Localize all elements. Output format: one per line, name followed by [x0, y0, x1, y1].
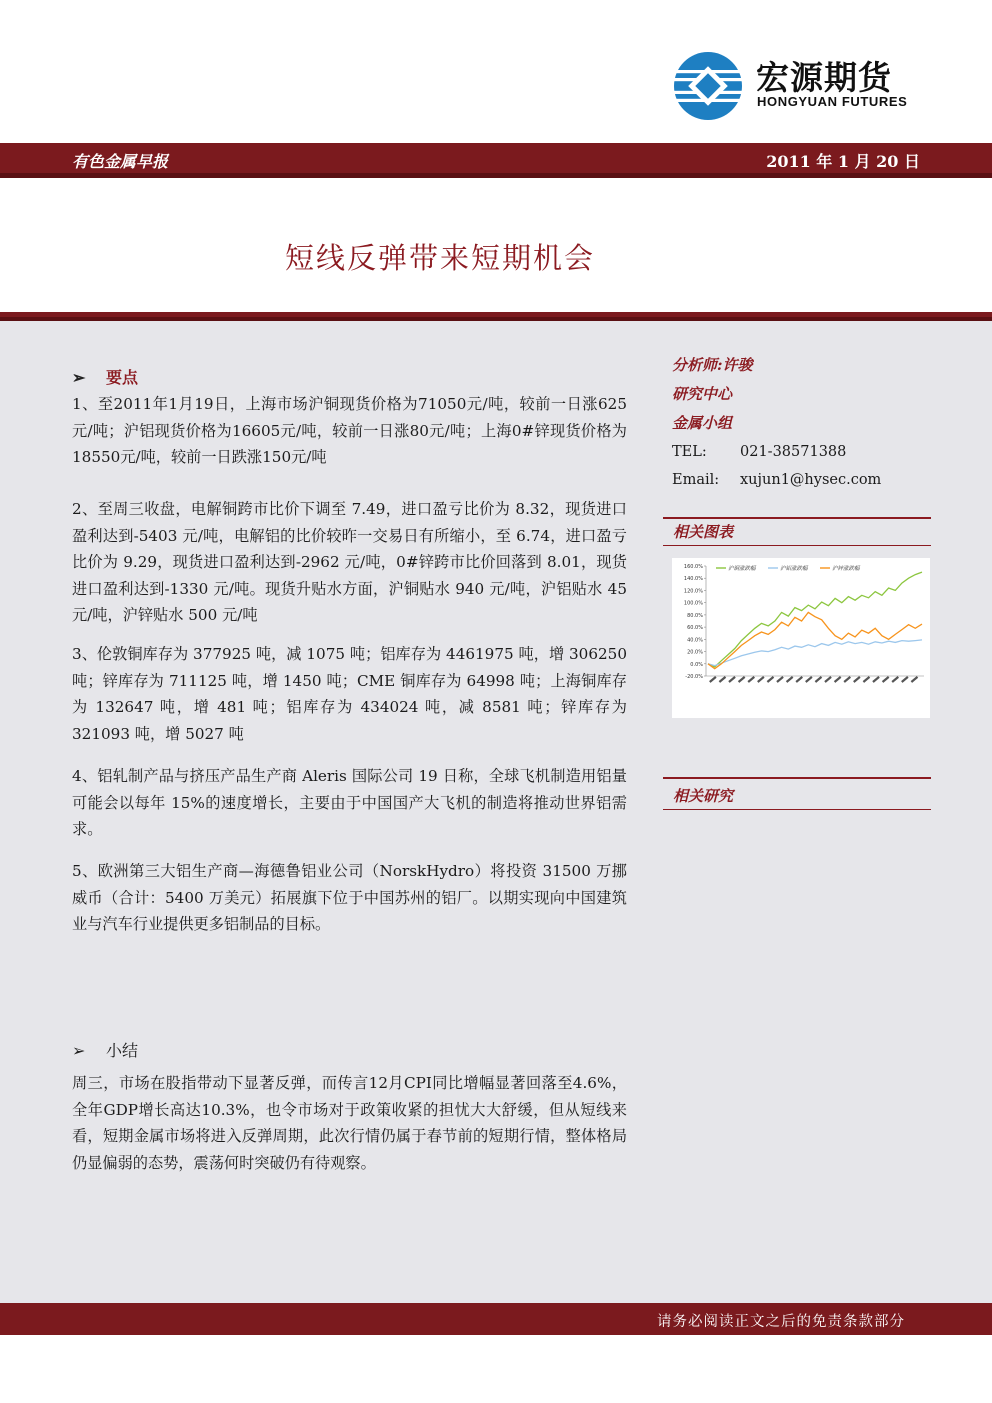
x-tick-label [767, 676, 775, 683]
y-tick-label: 100.0% [683, 600, 703, 607]
point-2: 2、至周三收盘，电解铜跨市比价下调至 7.49，进口盈亏比价为 8.32，现货进口盈利达到-5403 元/吨，电解铝的比价较昨一交易日有所缩小，至 6.74，进口盈亏比价为 9.29，现货进口盈利达到-2962 元/吨，0#锌跨市比价回落到 8.01，现货进口盈利达到-1330 元/吨。现货升贴水方面，沪铜贴水 940 元/吨，沪铝贴水 45 元/吨，沪锌贴水 500 元/吨 [72, 500, 627, 624]
x-tick-label [834, 676, 842, 683]
legend-label: 沪锌涨跌幅 [832, 566, 860, 572]
related-charts-label: 相关图表 [673, 523, 734, 541]
box-rule [663, 809, 931, 810]
x-tick-label [863, 676, 871, 683]
series-line-2 [708, 640, 922, 666]
x-tick-label [815, 676, 823, 683]
research-dept: 研究中心 [672, 385, 733, 403]
y-tick-label: 120.0% [683, 588, 703, 595]
header-stripe [0, 173, 992, 178]
tel-value: 021-38571388 [740, 444, 847, 460]
page-title: 短线反弹带来短期机会 [284, 241, 595, 275]
related-charts-box [663, 517, 931, 541]
email-link[interactable]: xujun1@hysec.com [740, 472, 882, 488]
x-tick-label [719, 676, 727, 683]
point-5: 5、欧洲第三大铝生产商—海德鲁铝业公司（NorskHydro）将投资 31500 万挪威币（合计：5400 万美元）拓展旗下位于中国苏州的铝厂。以期实现向中国建筑业与汽车行业提供更多铝制品的目标。 [72, 862, 627, 933]
analyst-name: 分析师:许骏 [672, 356, 753, 374]
x-tick-label [805, 676, 813, 683]
analyst-info [672, 351, 753, 438]
y-tick-label: 80.0% [687, 612, 703, 619]
x-tick-label [728, 676, 736, 683]
x-tick-label [747, 676, 755, 683]
y-tick-label: 160.0% [683, 564, 703, 570]
chart-svg [672, 558, 930, 718]
x-tick-label [843, 676, 851, 683]
section-label: 要点 [106, 368, 139, 387]
company-logo [672, 50, 932, 120]
y-tick-label: 0.0% [690, 661, 703, 668]
logo-emblem-icon [672, 50, 744, 122]
section-key-points-heading [72, 365, 138, 388]
section-label: 小结 [106, 1041, 139, 1060]
legend-label: 沪铜涨跌幅 [728, 566, 756, 572]
footer-bar [0, 1303, 992, 1335]
arrow-bullet-icon: ➢ [72, 368, 86, 387]
x-tick-label [738, 676, 746, 683]
x-tick-label [911, 676, 919, 683]
x-tick-label [872, 676, 880, 683]
related-research-label: 相关研究 [673, 787, 734, 805]
y-tick-label: -20.0% [685, 674, 703, 680]
y-tick-label: 40.0% [687, 637, 703, 644]
report-type: 有色金属早报 [72, 152, 169, 171]
related-research-box [663, 777, 931, 805]
brand-name-en: HONGYUAN FUTURES [757, 94, 908, 109]
x-tick-label [786, 676, 794, 683]
legend-label: 沪铝涨跌幅 [780, 566, 808, 572]
point-3: 3、伦敦铜库存为 377925 吨，减 1075 吨；铝库存为 4461975 吨，增 306250吨；锌库存为 711125 吨，增 1450 吨；CME 铜库存为 64998 吨；上海铜库存为 132647 吨，增 481 吨；铝库存为 434024 吨，减 8581 吨；锌库存为321093 吨，增 5027 吨 [72, 645, 627, 743]
x-tick-label [776, 676, 784, 683]
title-divider [0, 312, 992, 321]
content-panel [0, 321, 992, 1303]
report-date: 2011 年 1 月 20 日 [766, 152, 920, 171]
point-4: 4、铝轧制产品与挤压产品生产商 Aleris 国际公司 19 日称，全球飞机制造用铝量可能会以每年 15%的速度增长，主要由于中国国产大飞机的制造将推动世界铝需求。 [72, 767, 627, 838]
email-row [672, 466, 882, 494]
tel-row [672, 438, 847, 466]
y-tick-label: 60.0% [687, 625, 703, 632]
x-tick-label [853, 676, 861, 683]
x-tick-label [824, 676, 832, 683]
header-bar [0, 143, 992, 178]
x-tick-label [882, 676, 890, 683]
y-tick-label: 20.0% [687, 649, 703, 656]
arrow-bullet-icon: ➢ [72, 1041, 86, 1060]
tel-label: TEL: [672, 444, 707, 460]
x-tick-label [757, 676, 765, 683]
section-summary-heading [72, 1038, 138, 1061]
series-line-3 [708, 612, 922, 668]
x-tick-label [901, 676, 909, 683]
contact-info [672, 438, 882, 494]
disclaimer-text: 请务必阅读正文之后的免责条款部分 [657, 1314, 905, 1330]
x-tick-label [795, 676, 803, 683]
x-tick-label [891, 676, 899, 683]
box-rule [663, 545, 931, 546]
brand-name-cn: 宏源期货 [756, 58, 892, 97]
x-tick-label [709, 676, 717, 683]
email-label: Email: [672, 472, 720, 488]
point-1: 1、至2011年1月19日，上海市场沪铜现货价格为71050元/吨，较前一日涨625元/吨；沪铝现货价格为16605元/吨，较前一日涨80元/吨；上海0#锌现货价格为18550元/吨，较前一日跌涨150元/吨 [72, 395, 627, 466]
price-change-chart [672, 558, 930, 718]
research-group: 金属小组 [672, 414, 733, 432]
summary-paragraph: 周三，市场在股指带动下显著反弹，而传言12月CPI同比增幅显著回落至4.6%，全年GDP增长高达10.3%，也令市场对于政策收紧的担忧大大舒缓，但从短线来看，短期金属市场将进入反弹周期，此次行情仍属于春节前的短期行情，整体格局仍显偏弱的态势，震荡何时突破仍有待观察。 [72, 1074, 627, 1172]
series-line-1 [708, 572, 922, 667]
y-tick-label: 140.0% [683, 576, 703, 583]
